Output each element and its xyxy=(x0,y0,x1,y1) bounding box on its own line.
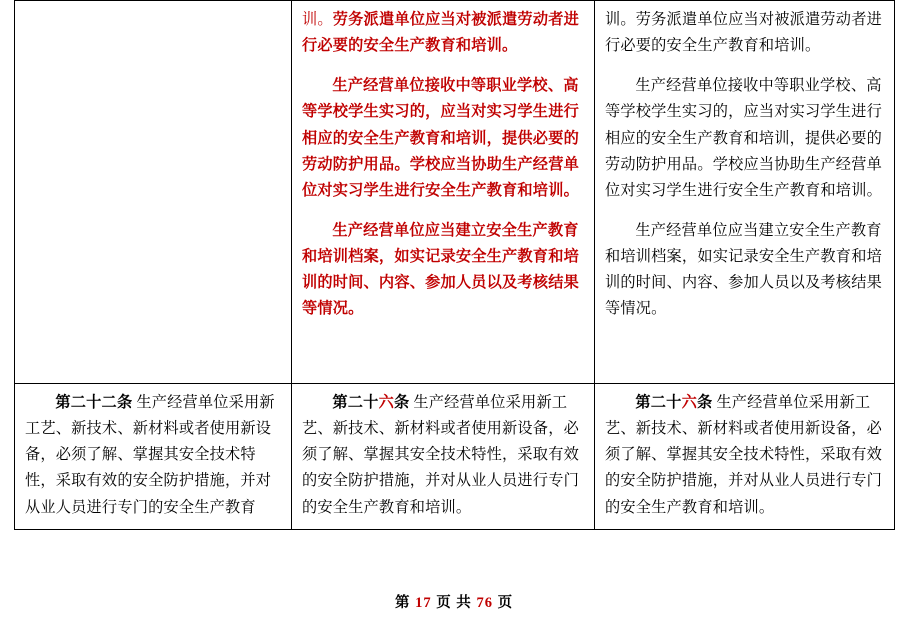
table-cell-new-law-clean xyxy=(595,1,895,384)
paragraph xyxy=(302,218,584,323)
table-cell-old-law-continued xyxy=(15,1,292,384)
paragraph xyxy=(302,390,584,521)
paragraph xyxy=(605,7,884,59)
table-cell-old-article xyxy=(15,384,292,530)
text-run: 生产经营单位采用新工艺、新技术、新材料或者使用新设备，必须了解、掌握其安全技术特性，采取有效的安全防护措施，并对从业人员进行专门的安全生产教育和培训。 xyxy=(605,394,882,516)
text-run: 生产经营单位接收中等职业学校、高等学校学生实习的，应当对实习学生进行相应的安全生产教育和培训，提供必要的劳动防护用品。学校应当协助生产经营单位对实习学生进行安全生产教育和培训。 xyxy=(302,77,579,199)
text-run: 条 xyxy=(696,394,713,411)
text-run: 生产经营单位应当建立安全生产教育和培训档案，如实记录安全生产教育和培训的时间、内容、参加人员以及考核结果等情况。 xyxy=(302,221,579,318)
paragraph xyxy=(302,73,584,204)
text-run: 生产经营单位应当建立安全生产教育和培训档案，如实记录安全生产教育和培训的时间、内容、参加人员以及考核结果等情况。 xyxy=(605,221,882,318)
footer-page-number: 17 xyxy=(415,595,432,611)
page-footer xyxy=(0,591,908,612)
text-run: 第二十 xyxy=(635,394,682,411)
paragraph xyxy=(605,73,884,204)
text-run: 生产经营单位采用新工艺、新技术、新材料或者使用新设备，必须了解、掌握其安全技术特性，采取有效的安全防护措施，并对从业人员进行专门的安全生产教育和培训。 xyxy=(302,394,579,516)
table-cell-revised-marked xyxy=(292,1,595,384)
footer-middle: 页 共 xyxy=(436,595,472,611)
paragraph xyxy=(25,390,281,521)
footer-total-pages: 76 xyxy=(476,595,493,611)
table-row xyxy=(15,1,895,384)
table-cell-new-article xyxy=(595,384,895,530)
table-cell-revised-article xyxy=(292,384,595,530)
table-row xyxy=(15,384,895,530)
text-run: 训。 xyxy=(302,11,333,28)
text-run: 六 xyxy=(378,394,394,411)
text-run: 条 xyxy=(393,394,410,411)
text-run: 六 xyxy=(681,394,697,411)
text-run: 第二十二条 xyxy=(55,394,133,411)
text-run: 训。劳务派遣单位应当对被派遣劳动者进行必要的安全生产教育和培训。 xyxy=(605,11,882,55)
comparison-table xyxy=(14,0,895,530)
paragraph xyxy=(605,218,884,323)
paragraph xyxy=(605,390,884,521)
paragraph xyxy=(302,7,584,59)
footer-suffix: 页 xyxy=(497,595,514,611)
text-run: 劳务派遣单位应当对被派遣劳动者进行必要的安全生产教育和培训。 xyxy=(302,11,579,55)
text-run: 第二十 xyxy=(332,394,379,411)
text-run: 生产经营单位接收中等职业学校、高等学校学生实习的，应当对实习学生进行相应的安全生产教育和培训，提供必要的劳动防护用品。学校应当协助生产经营单位对实习学生进行安全生产教育和培训。 xyxy=(605,77,882,199)
text-run: 生产经营单位采用新工艺、新技术、新材料或者使用新设备，必须了解、掌握其安全技术特性，采取有效的安全防护措施，并对从业人员进行专门的安全生产教育 xyxy=(25,394,275,516)
footer-prefix: 第 xyxy=(394,595,411,611)
